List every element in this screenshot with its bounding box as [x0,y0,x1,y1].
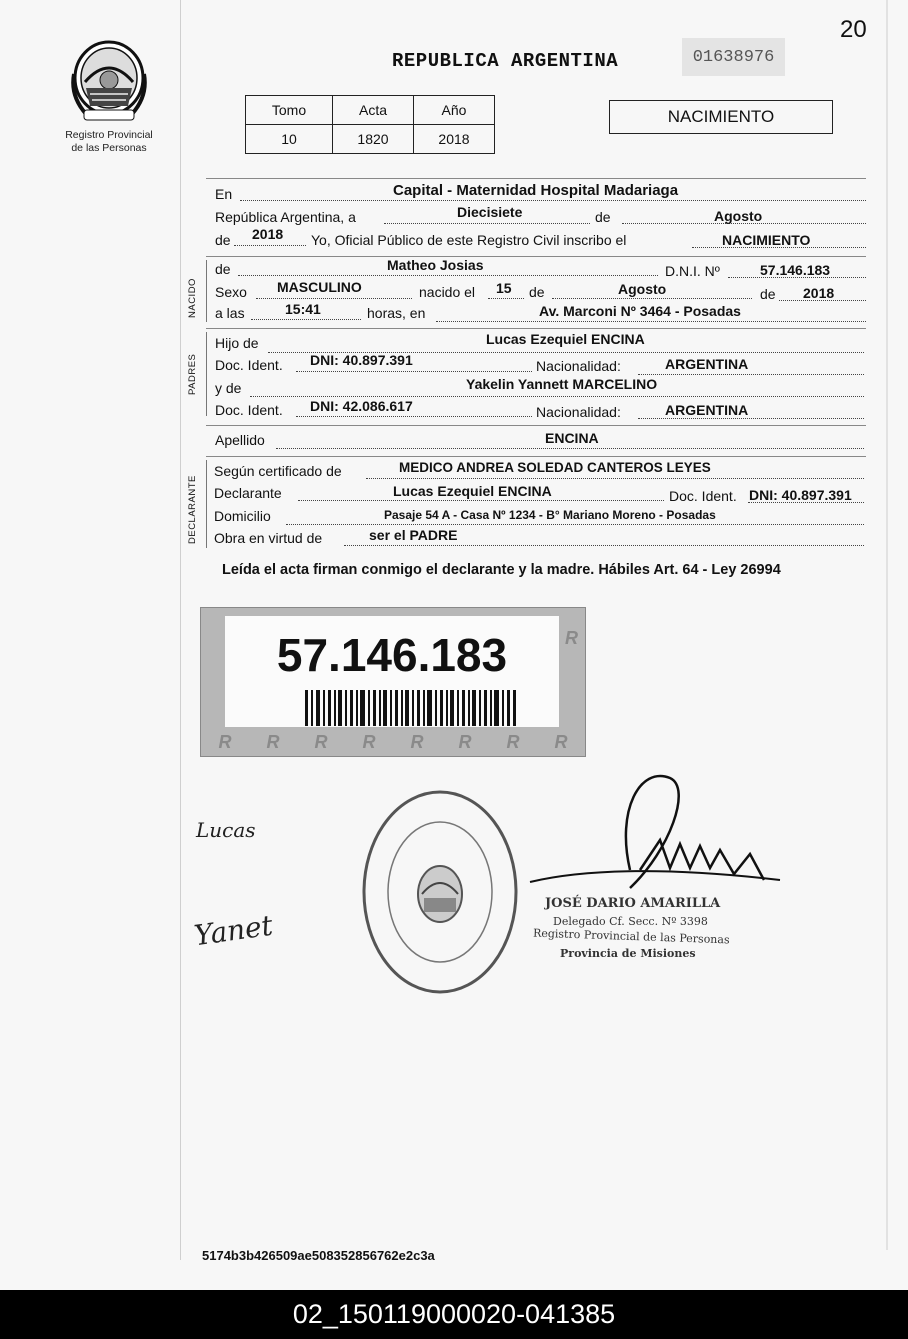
obra-value: ser el PADRE [369,527,458,543]
year-value: 2018 [252,226,284,242]
de-label: de [215,232,231,248]
registry-line-2: de las Personas [71,141,147,154]
seal-outer-text [364,790,365,791]
page-edge [886,0,888,1250]
dotted-line [238,275,658,276]
record-table [245,95,495,154]
father-name-value: Lucas Ezequiel ENCINA [486,331,645,347]
watermark-r: R [554,731,568,752]
page-number: 20 [840,16,867,43]
table-cell: 10 [246,125,333,154]
divider [206,456,866,457]
mother-nationality-value: ARGENTINA [665,402,749,418]
dotted-line [296,371,532,372]
domicilio-value: Pasaje 54 A - Casa Nº 1234 - B° Mariano Moreno - Posadas [384,508,716,522]
cert-value: MEDICO ANDREA SOLEDAD CANTEROS LEYES [399,460,711,475]
domicilio-label: Domicilio [214,508,271,524]
registry-logo [55,36,163,154]
sticker-number: 57.146.183 [276,629,508,681]
table-cell: 1820 [333,125,414,154]
serial-number: 01638976 [682,38,785,76]
dotted-line [250,396,864,397]
child-name-value: Matheo Josias [387,257,484,273]
horas-label: horas, en [367,305,426,321]
event-value: NACIMIENTO [722,232,811,248]
en-label: En [215,186,233,202]
dotted-line [344,545,864,546]
watermark-r: R [410,731,424,752]
official-role: Delegado Cf. Secc. Nº 3398 [553,915,708,928]
official-signature-icon [520,770,790,910]
dotted-line [240,200,866,201]
barcode-icon [305,690,517,726]
birth-year-value: 2018 [803,285,835,301]
birth-month-value: Agosto [618,281,667,297]
official-registry: Registro Provincial de las Personas [532,926,730,947]
apellido-label: Apellido [215,432,265,448]
sexo-label: Sexo [215,284,247,300]
misiones-coat-of-arms-icon [66,36,152,124]
month-value: Agosto [714,208,763,224]
dotted-line [286,524,864,525]
dotted-line [638,374,864,375]
watermark-r: R [266,731,280,752]
section-label-declarante: DECLARANTE [187,475,198,544]
father-signature: Lucas [196,818,256,842]
legal-text: Leída el acta firman conmigo el declarante y la madre. Hábiles Art. 64 - Ley 26994 [222,562,781,578]
republic-label: República Argentina, a [215,209,356,225]
sticker-label [225,616,559,727]
dotted-line [436,321,866,322]
section-bar [206,460,207,548]
birth-day-value: 15 [496,280,512,296]
y-de-label: y de [215,380,242,396]
watermark-r: R [362,731,376,752]
de-label: de [595,209,611,225]
declarante-doc-value: DNI: 40.897.391 [749,487,852,503]
margin-line [180,0,181,1260]
dni-sticker [200,607,586,757]
cert-label: Según certificado de [214,463,342,479]
footer-code: 02_150119000020-041385 [0,1290,908,1339]
nacionalidad-label: Nacionalidad: [536,358,621,374]
dotted-line [256,298,412,299]
dotted-line [638,418,864,419]
document-hash: 5174b3b426509ae508352856762e2c3a [202,1248,435,1263]
watermark-r: R [314,731,328,752]
declarante-label: Declarante [214,485,282,501]
dotted-line [276,448,864,449]
dotted-line [384,223,590,224]
de-label: de [760,286,776,302]
seal-text [364,790,365,791]
table-header: Acta [333,96,414,125]
de-label: de [529,284,545,300]
mother-signature: Yanet [192,908,275,953]
apellido-value: ENCINA [545,430,599,446]
nacido-label: nacido el [419,284,476,300]
hijo-label: Hijo de [215,335,259,351]
watermark-r: R [506,731,520,752]
dotted-line [552,298,752,299]
mother-doc-value: DNI: 42.086.617 [310,398,413,414]
official-province: Provincia de Misiones [560,947,696,960]
obra-label: Obra en virtud de [214,530,323,546]
time-value: 15:41 [285,301,321,317]
divider [206,256,866,257]
section-bar [206,332,207,416]
dotted-line [298,500,664,501]
a-las-label: a las [215,305,245,321]
table-header: Año [414,96,495,125]
watermark-r: R [565,628,578,648]
dotted-line [488,298,524,299]
declarante-value: Lucas Ezequiel ENCINA [393,483,552,499]
table-header: Tomo [246,96,333,125]
sexo-value: MASCULINO [277,279,362,295]
dotted-line [366,478,864,479]
table-cell: 2018 [414,125,495,154]
document-title: REPUBLICA ARGENTINA [392,50,619,72]
dni-label: D.N.I. Nº [665,263,720,279]
father-doc-value: DNI: 40.897.391 [310,352,413,368]
official-name: JOSÉ DARIO AMARILLA [545,896,721,911]
mother-name-value: Yakelin Yannett MARCELINO [466,376,658,392]
section-bar [206,260,207,322]
nacionalidad-label: Nacionalidad: [536,404,621,420]
dotted-line [234,245,306,246]
watermark-r: R [458,731,472,752]
divider [206,178,866,179]
registry-line-1: Registro Provincial [65,129,153,141]
dotted-line [251,319,361,320]
watermark-r: R [218,731,232,752]
official-seal-icon [360,790,520,995]
section-label-nacido: NACIDO [187,278,198,318]
record-type-box: NACIMIENTO [609,100,833,134]
doc-label: Doc. Ident. [215,402,283,418]
sticker-watermark-row [201,728,585,756]
doc-label: Doc. Ident. [215,357,283,373]
officer-text: Yo, Oficial Público de este Registro Civil inscribo el [311,232,627,248]
birth-address-value: Av. Marconi Nº 3464 - Posadas [539,303,741,319]
de-label: de [215,261,231,277]
place-value: Capital - Maternidad Hospital Madariaga [393,182,679,199]
doc-label: Doc. Ident. [669,488,737,504]
divider [206,425,866,426]
day-value: Diecisiete [457,204,523,220]
dotted-line [296,416,532,417]
divider [206,328,866,329]
child-dni-value: 57.146.183 [760,262,831,278]
section-label-padres: PADRES [187,353,198,395]
father-nationality-value: ARGENTINA [665,356,749,372]
